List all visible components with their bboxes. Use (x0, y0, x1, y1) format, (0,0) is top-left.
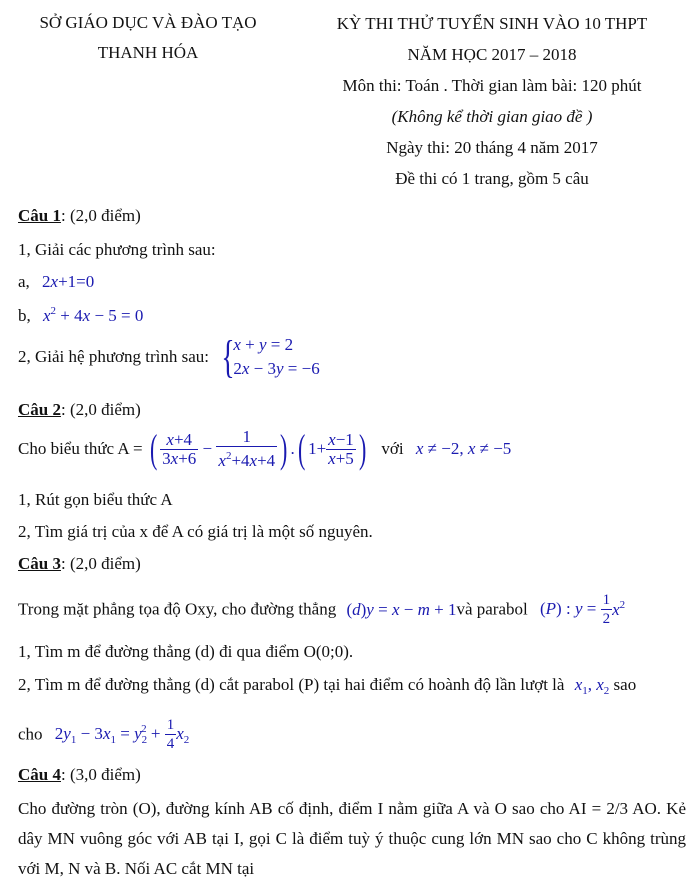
q1-part2 (18, 333, 320, 381)
expression-a: ( $\frac{x+4}{3x+6}$ − $\frac{1}{x^2+4x+4}$ ) .( 1+ $\frac{x-1}{x+5}$ ) (149, 426, 367, 471)
q2-with: với (381, 439, 404, 458)
q3-condition-equation: $2y_1 - 3x_1 = y_2^2$ + $\frac{1}{4}$ $x_2$ (54, 717, 190, 752)
roots-x1-x2: $x_1$, $x_2$ (574, 675, 610, 697)
q1-item-a (18, 272, 94, 292)
q2-points: : (2,0 điểm) (60, 400, 141, 419)
exam-title: KỲ THI THỬ TUYỂN SINH VÀO 10 THPT (336, 14, 648, 33)
q2-title: Câu 2 (18, 400, 61, 419)
q1-b-label: b, (18, 306, 31, 325)
q1-title: Câu 1 (18, 206, 61, 225)
q2-expression-line (18, 428, 511, 470)
subject-time: Môn thi: Toán . Thời gian làm bài: 120 phút (342, 76, 642, 95)
department-name: SỞ GIÁO DỤC VÀ ĐÀO TẠO (39, 13, 257, 32)
q3-and-parabol: và parabol (456, 599, 528, 619)
q2-part2: 2, Tìm giá trị của x để A có giá trị là một số nguyên. (18, 522, 373, 541)
exam-date: Ngày thi: 20 tháng 4 năm 2017 (386, 138, 598, 157)
equation-system: x + y = 2 2x − 3y = −6 (233, 335, 320, 378)
q2-part1: 1, Rút gọn biểu thức A (18, 490, 173, 509)
equation-b: $x^2 + 4x - 5 = 0$ (43, 305, 144, 325)
q3-title: Câu 3 (18, 554, 61, 573)
q1-part2-text: 2, Giải hệ phương trình sau: (18, 347, 210, 366)
q4-body: Cho đường tròn (O), đường kính AB cố định, điểm I nằm giữa A và O sao cho AI = 2/3 AO. Kẻ dây MN vuông góc với AB tại I, gọi C là điểm tuỳ ý thuộc cung lớn MN sao cho C không trùng với M, N và B. Nối AC cắt MN tại (18, 799, 686, 878)
q1-points: : (2,0 điểm) (60, 206, 141, 225)
q1-a-label: a, (18, 272, 30, 291)
q3-part2-tail: sao (613, 675, 637, 694)
q3-intro: Trong mặt phẳng tọa độ Oxy, cho đường thẳng (18, 599, 337, 619)
q3-condition-line (18, 716, 189, 753)
q3-part2-line (18, 675, 636, 697)
q3-intro-line (18, 591, 625, 628)
q3-part1: 1, Tìm m để đường thẳng (d) đi qua điểm O(0;0). (18, 642, 354, 661)
q1-part1: 1, Giải các phương trình sau: (18, 240, 216, 259)
province-name: THANH HÓA (97, 43, 199, 62)
condition: x ≠ −2, x ≠ −5 (415, 439, 512, 458)
header-exam-info (292, 8, 692, 194)
q2-heading (18, 400, 141, 420)
school-year: NĂM HỌC 2017 – 2018 (407, 45, 577, 64)
equation-a: 2x+1=0 (42, 272, 95, 291)
q3-heading (18, 554, 141, 574)
q1-heading (18, 206, 141, 226)
q4-points: : (3,0 điểm) (60, 765, 141, 784)
q3-points: : (2,0 điểm) (60, 554, 141, 573)
q2-intro: Cho biểu thức A = (18, 439, 143, 458)
header-department (18, 8, 278, 68)
line-d-equation: (d)y = x − m + 1 (346, 599, 457, 619)
q3-part2-cont: cho (18, 724, 43, 744)
q3-part2: 2, Tìm m để đường thẳng (d) cắt parabol (P) tại hai điểm có hoành độ lần lượt là (18, 675, 565, 694)
system-brace: { (221, 331, 235, 382)
q4-title: Câu 4 (18, 765, 61, 784)
exam-page-info: Đề thi có 1 trang, gồm 5 câu (395, 169, 589, 188)
q1-item-b (18, 305, 143, 326)
q4-heading (18, 765, 141, 785)
parabola-p-equation: (P) : y = $\frac{1}{2}$ $x^2$ (539, 592, 626, 627)
time-note: (Không kể thời gian giao đề ) (391, 107, 593, 126)
